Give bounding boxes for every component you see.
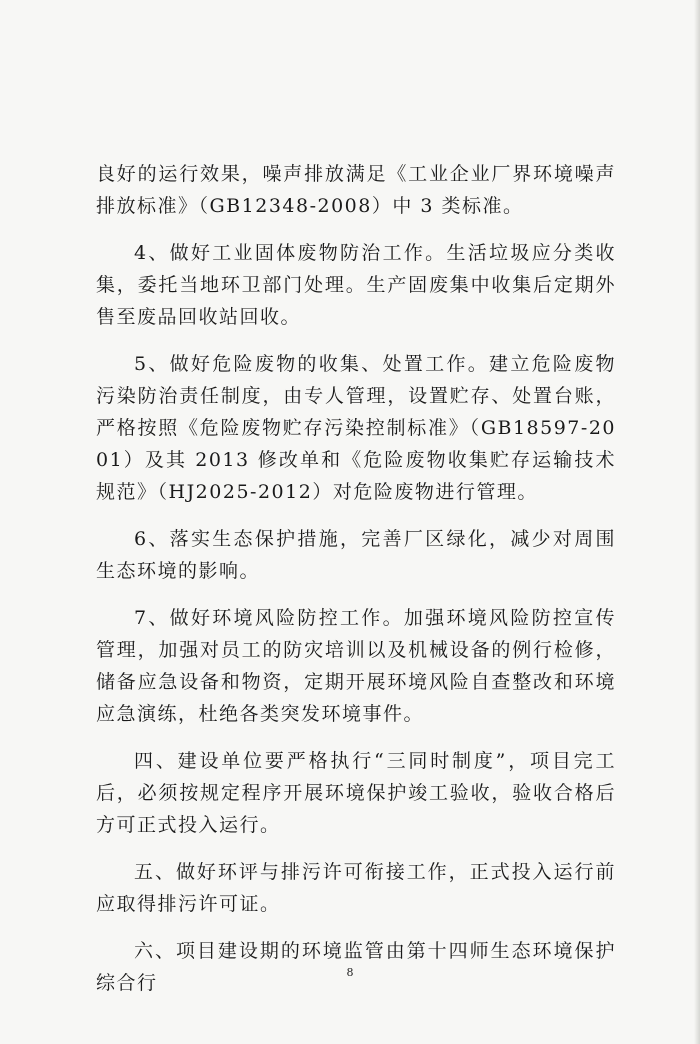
paragraph-section-6-supervision: 六、项目建设期的环境监管由第十四师生态环境保护综合行 xyxy=(96,940,616,994)
paragraph-continuation-noise-standard: 良好的运行效果，噪声排放满足《工业企业厂界环境噪声排放标准》（GB12348-2008）中 3 类标准。 xyxy=(96,163,616,217)
paragraph-item-4-solid-waste: 4、做好工业固体废物防治工作。生活垃圾应分类收集，委托当地环卫部门处理。生产固废集中收集后定期外售至废品回收站回收。 xyxy=(96,242,616,328)
paragraph-item-5-hazardous-waste: 5、做好危险废物的收集、处置工作。建立危险废物污染防治责任制度，由专人管理，设置贮存、处置台账，严格按照《危险废物贮存污染控制标准》（GB18597-2001）及其 2013 修改单和《危险废物收集贮存运输技术规范》（HJ2025-2012）对危险废物进行管理。 xyxy=(96,353,616,503)
paragraph-item-7-environmental-risk: 7、做好环境风险防控工作。加强环境风险防控宣传管理，加强对员工的防灾培训以及机械设备的例行检修，储备应急设备和物资，定期开展环境风险自查整改和环境应急演练，杜绝各类突发环境事件。 xyxy=(96,607,616,725)
paragraph-item-6-ecological-protection: 6、落实生态保护措施，完善厂区绿化，减少对周围生态环境的影响。 xyxy=(96,528,616,582)
paragraph-section-5-discharge-permit: 五、做好环评与排污许可衔接工作，正式投入运行前应取得排污许可证。 xyxy=(96,861,616,915)
page-number: 8 xyxy=(346,966,354,979)
paragraph-section-4-three-simultaneous: 四、建设单位要严格执行“三同时制度”，项目完工后，必须按规定程序开展环境保护竣工验收，验收合格后方可正式投入运行。 xyxy=(96,750,616,836)
document-body xyxy=(96,158,616,999)
